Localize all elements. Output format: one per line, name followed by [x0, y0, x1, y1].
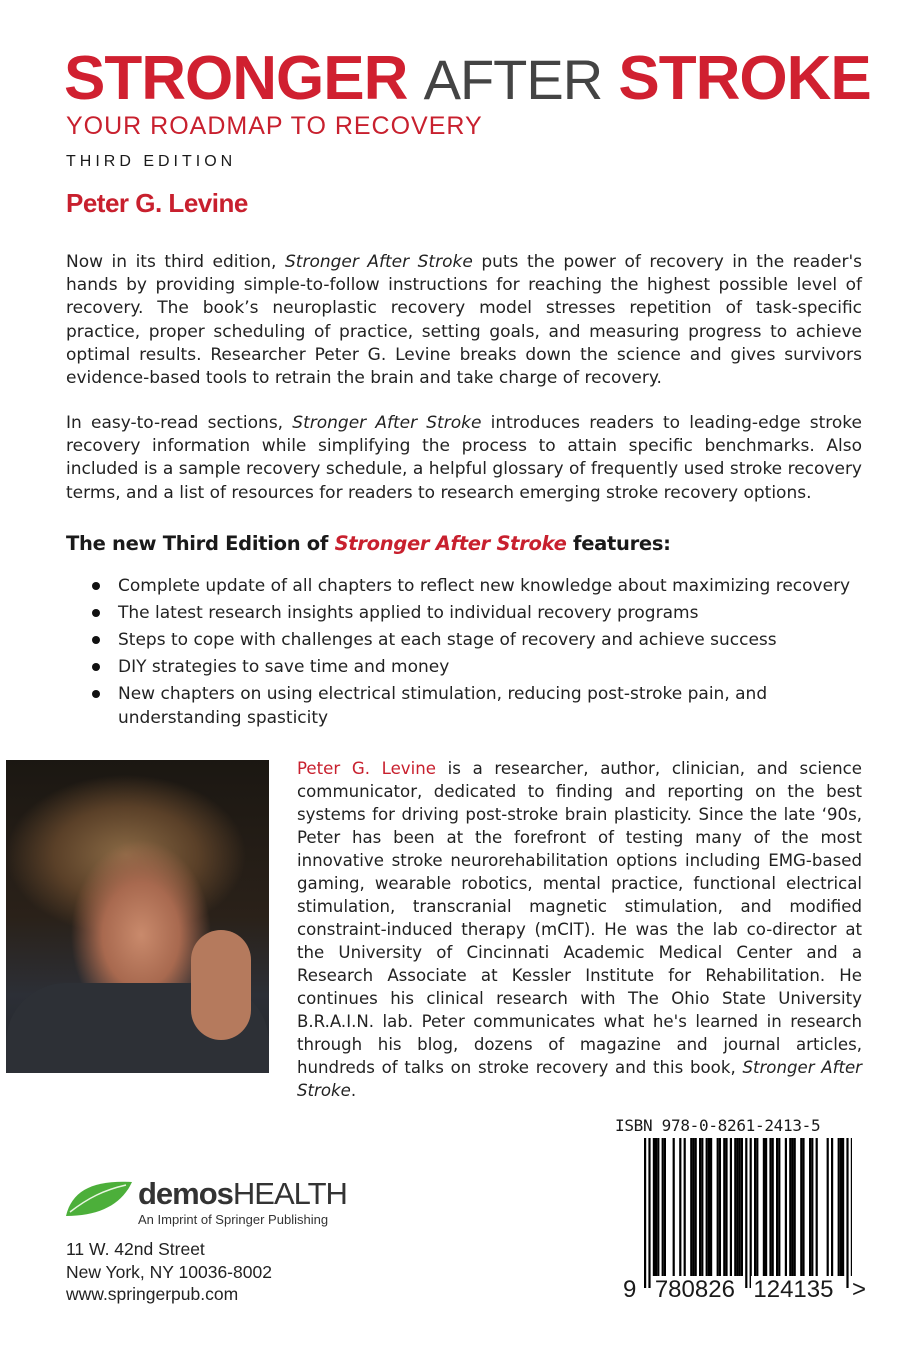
bullet-icon: [92, 690, 100, 698]
barcode-bar: [706, 1138, 708, 1276]
barcode-bar: [763, 1138, 765, 1276]
barcode-bar: [840, 1138, 842, 1276]
barcode-bar: [809, 1138, 811, 1276]
address-line: New York, NY 10036-8002: [66, 1261, 272, 1282]
barcode-bar: [725, 1138, 727, 1276]
address-line: 11 W. 42nd Street: [66, 1239, 205, 1259]
barcode-bar: [699, 1138, 701, 1276]
text: puts the power of recovery in the reader's hands by providing simple-to-follow instructions for reaching the highest possible level of recovery. The book’s neuroplastic recovery model stresses repetition of task-specific practice, proper scheduling of practice, setting goals, and measuring progress to achieve optimal results. Researcher Peter G. Levine breaks down the science and gives survivors evidence-based tools to retrain the brain and take charge of recovery.: [66, 252, 862, 389]
barcode-digit: 780826: [654, 1276, 735, 1303]
barcode-bar: [644, 1138, 646, 1288]
text: Now in its third edition,: [66, 252, 285, 272]
title-word: STRONGER: [64, 44, 408, 113]
barcode-bar: [756, 1138, 758, 1276]
leaf-icon: [64, 1178, 134, 1218]
text: is a researcher, author, clinician, and science communicator, dedicated to finding and reporting on the best systems for driving post-stroke brain plasticity. Since the late ‘90s, Peter has been at the forefront of testing many of the most innovative stroke neurorehabilitation options including EMG-based gaming, wearable robotics, mental practice, functional electrical stimulation, transcranial magnetic stimulation, and modified constraint-induced therapy (mCIT). He was the lab co-director at the University of Cincinnati Academic Medical Center and a Research Associate at Kessler Institute for Rehabilitation. He continues his clinical research with The Ohio State University B.R.A.I.N. lab. Peter communicates what he's learned in research through his blog, dozens of magazine and journal articles, hundreds of talks on stroke recovery and this book,: [297, 759, 862, 1077]
barcode-bar: [664, 1138, 666, 1276]
barcode-bar: [701, 1138, 703, 1276]
barcode-bar: [816, 1138, 818, 1276]
bio-author-name: Peter G. Levine: [297, 759, 436, 778]
publisher-imprint: An Imprint of Springer Publishing: [138, 1212, 329, 1227]
publisher-brand: [138, 1176, 347, 1212]
brand-light: HEALTH: [232, 1176, 347, 1211]
barcode-bar: [776, 1138, 778, 1276]
brand-bold: demos: [138, 1176, 233, 1211]
barcode-bar: [739, 1138, 741, 1276]
barcode-bar: [710, 1138, 712, 1276]
description-paragraph: [66, 412, 862, 505]
feature-text: New chapters on using electrical stimulation, reducing post-stroke pain, and understanding spasticity: [118, 684, 768, 728]
feature-item: [92, 682, 772, 730]
barcode-bar: [811, 1138, 813, 1276]
photo-hand: [191, 930, 251, 1040]
barcode-bar: [750, 1138, 752, 1288]
book-title-inline: Stronger After Stroke: [334, 532, 567, 555]
title-word: STROKE: [618, 44, 871, 113]
description-paragraph: [66, 251, 862, 390]
feature-text: Complete update of all chapters to reflect new knowledge about maximizing recovery: [118, 576, 851, 596]
barcode-bar: [648, 1138, 650, 1288]
barcode-bar: [708, 1138, 710, 1276]
book-title-inline: Stronger After Stroke: [285, 252, 473, 272]
features-list: [92, 574, 872, 733]
barcode-bar: [789, 1138, 791, 1276]
text: introduces readers to leading-edge stroke recovery information while simplifying the process to attain specific benchmarks. Also included is a sample recovery schedule, a helpful glossary of frequently used stroke recovery terms, and a list of resources for readers to research emerging stroke recovery options.: [66, 413, 862, 503]
text: In easy-to-read sections,: [66, 413, 293, 433]
feature-item: [92, 655, 872, 679]
barcode-digits: [623, 1276, 868, 1304]
barcode-mark: >: [851, 1276, 866, 1303]
barcode-bar: [838, 1138, 840, 1276]
barcode-digit: 9: [623, 1276, 637, 1303]
barcode-bar: [745, 1138, 747, 1288]
publisher-website: www.springerpub.com: [66, 1284, 239, 1304]
edition-label: THIRD EDITION: [66, 153, 237, 170]
barcode-bar: [679, 1138, 681, 1276]
title-word: AFTER: [423, 48, 603, 111]
publisher-address: [66, 1238, 272, 1306]
isbn-label: ISBN 978-0-8261-2413-5: [615, 1116, 821, 1135]
barcode-bar: [800, 1138, 802, 1276]
feature-text: Steps to cope with challenges at each stage of recovery and achieve success: [118, 630, 777, 650]
barcode-bar: [655, 1138, 657, 1276]
barcode-bar: [785, 1138, 787, 1276]
barcode-bar: [769, 1138, 771, 1276]
barcode-bar: [846, 1138, 848, 1288]
text: The new Third Edition of: [66, 532, 335, 555]
feature-item: [92, 601, 872, 625]
author-bio: [297, 757, 862, 1102]
barcode-bar: [653, 1138, 655, 1276]
barcode-bar: [794, 1138, 796, 1276]
barcode-bar: [662, 1138, 664, 1276]
book-title: [64, 44, 871, 115]
feature-text: The latest research insights applied to individual recovery programs: [118, 603, 699, 623]
barcode-bar: [831, 1138, 833, 1276]
barcode-bar: [673, 1138, 675, 1276]
barcode-bar: [719, 1138, 721, 1276]
barcode-bar: [723, 1138, 725, 1276]
bullet-icon: [92, 609, 100, 617]
barcode-digit: 124135: [753, 1276, 834, 1303]
barcode-bar: [730, 1138, 732, 1276]
barcode-bar: [754, 1138, 756, 1276]
barcode-bar: [741, 1138, 743, 1276]
book-title-inline: Stronger After Stroke: [297, 1058, 862, 1100]
features-heading: [66, 532, 671, 555]
barcode-bar: [690, 1138, 692, 1276]
bullet-icon: [92, 582, 100, 590]
barcode-bar: [765, 1138, 767, 1276]
barcode-bar: [695, 1138, 697, 1276]
book-title-inline: Stronger After Stroke: [292, 413, 482, 433]
barcode-bar: [736, 1138, 738, 1276]
bullet-icon: [92, 636, 100, 644]
barcode-bar: [657, 1138, 659, 1276]
barcode-bar: [802, 1138, 804, 1276]
barcode-bar: [842, 1138, 844, 1276]
barcode-bar: [778, 1138, 780, 1276]
barcode-bar: [717, 1138, 719, 1276]
barcode-bar: [772, 1138, 774, 1276]
barcode-bar: [791, 1138, 793, 1276]
barcode-bar: [851, 1138, 852, 1288]
bullet-icon: [92, 663, 100, 671]
author-photo: [6, 760, 269, 1073]
author-name: Peter G. Levine: [66, 188, 248, 218]
barcode-bar: [684, 1138, 686, 1276]
feature-item: [92, 628, 872, 652]
feature-text: DIY strategies to save time and money: [118, 657, 450, 677]
barcode: [640, 1138, 852, 1288]
book-subtitle: YOUR ROADMAP TO RECOVERY: [66, 112, 483, 140]
barcode-bar: [827, 1138, 829, 1276]
text: .: [350, 1081, 357, 1100]
barcode-bar: [692, 1138, 694, 1276]
barcode-bar: [734, 1138, 736, 1276]
feature-item: [92, 574, 872, 598]
text: features:: [566, 532, 671, 555]
